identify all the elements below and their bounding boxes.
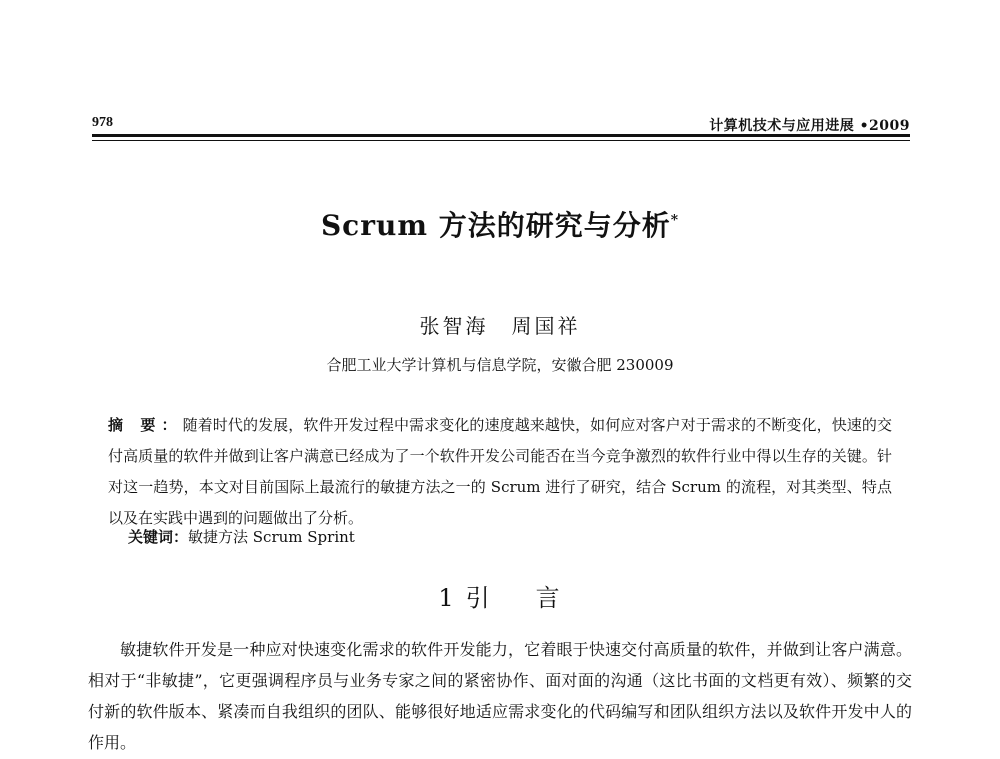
section-number: 1 — [438, 584, 456, 612]
keywords — [128, 526, 355, 547]
paper-title-text: Scrum 方法的研究与分析 — [320, 209, 671, 242]
keywords-label: 关键词： — [128, 528, 189, 546]
page-number: 978 — [92, 115, 113, 130]
section-heading — [0, 578, 1000, 613]
section-title-part1: 引 — [465, 584, 492, 612]
keywords-text: 敏捷方法 Scrum Sprint — [188, 528, 355, 546]
abstract-label: 摘 要： — [108, 416, 183, 434]
section-title-part2: 言 — [535, 584, 562, 612]
body-paragraph: 敏捷软件开发是一种应对快速变化需求的软件开发能力，它着眼于快速交付高质量的软件，并做到让客户满意。相对于“非敏捷”，它更强调程序员与业务专家之间的紧密协作、面对面的沟通（这比书面的文档更有效）、频繁的交付新的软件版本、紧凑而自我组织的团队、能够很好地适应需求变化的代码编写和团队组织方法以及软件开发中人的作用。 — [88, 640, 912, 752]
title-footnote-mark: * — [670, 212, 680, 229]
running-head — [92, 115, 910, 135]
abstract-text: 随着时代的发展，软件开发过程中需求变化的速度越来越快，如何应对客户对于需求的不断变化，快速的交付高质量的软件并做到让客户满意已经成为了一个软件开发公司能否在当今竞争激烈的软件行业中得以生存的关键。针对这一趋势，本文对目前国际上最流行的敏捷方法之一的 Scrum 进行了研究，结合 Scrum 的流程，对其类型、特点以及在实践中遇到的问题做出了分析。 — [108, 416, 892, 527]
journal-name: 计算机技术与应用进展 •2009 — [709, 118, 910, 134]
header-rule-thick — [92, 134, 910, 137]
paper-title — [0, 204, 1000, 244]
header-rule-thin — [92, 140, 910, 141]
abstract — [108, 410, 892, 534]
authors: 张智海 周国祥 — [419, 314, 581, 338]
affiliation: 合肥工业大学计算机与信息学院，安徽合肥 230009 — [326, 356, 674, 374]
